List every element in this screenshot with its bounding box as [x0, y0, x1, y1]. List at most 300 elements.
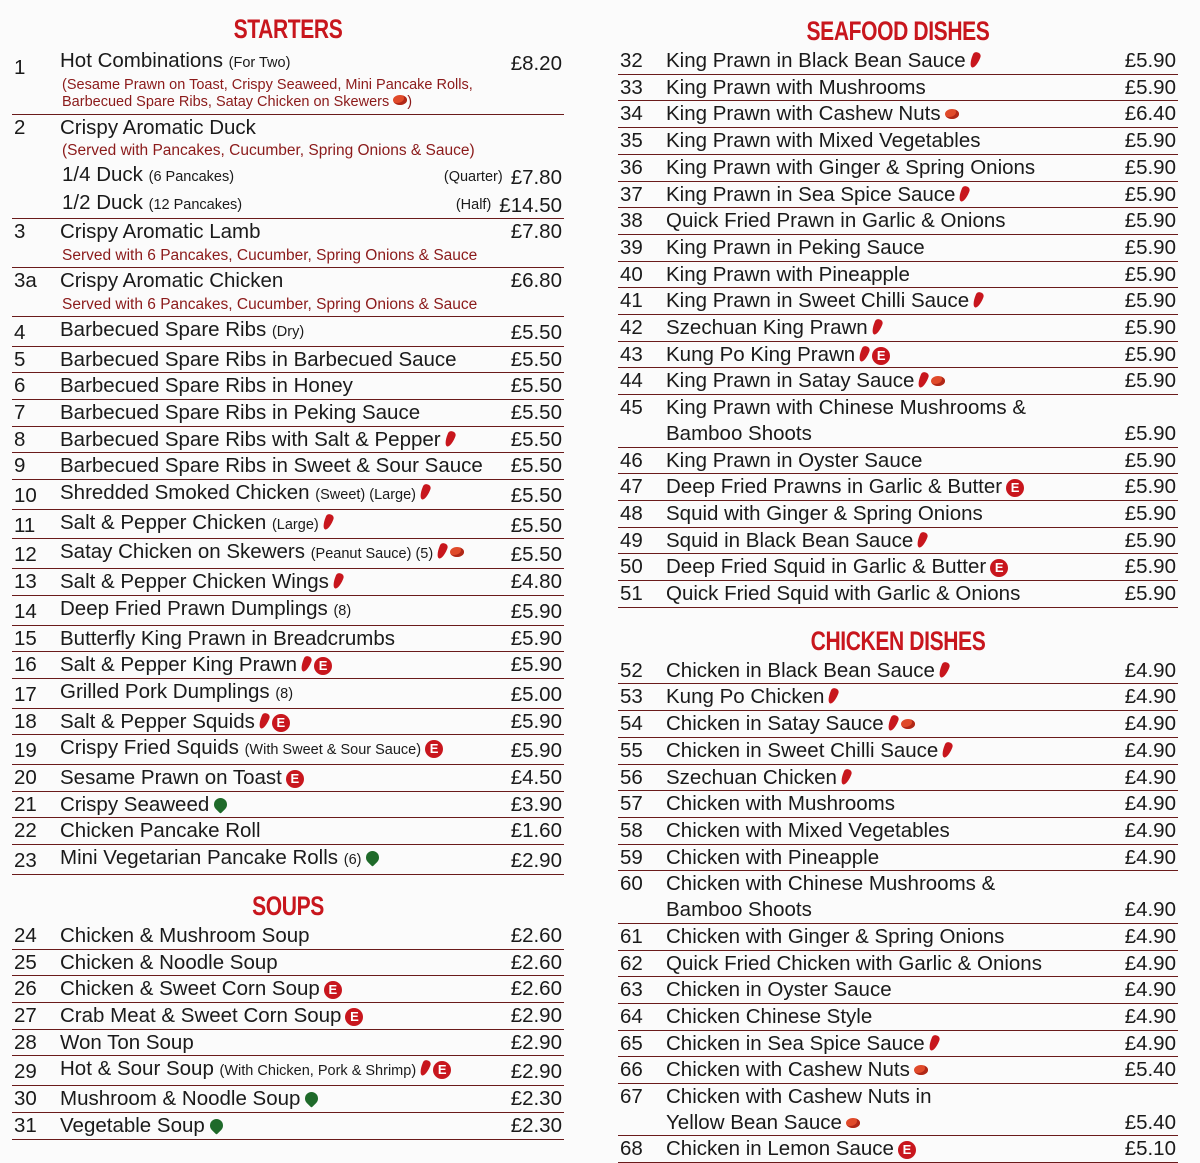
item-price: £5.90: [1124, 501, 1176, 525]
chili-icon: [331, 572, 344, 590]
menu-item-6[interactable]: [12, 373, 564, 400]
menu-item-31[interactable]: [12, 1113, 564, 1140]
chili-icon: [299, 655, 312, 673]
egg-icon: E: [345, 1008, 363, 1026]
menu-item-57[interactable]: [618, 791, 1178, 818]
menu-item-54[interactable]: [618, 711, 1178, 738]
item-number: 52: [620, 658, 643, 682]
item-number: 26: [14, 977, 37, 1001]
item-number: 25: [14, 950, 37, 974]
menu-item-49[interactable]: [618, 528, 1178, 555]
item-name: King Prawn with Ginger & Spring Onions: [666, 155, 1036, 179]
item-name: Crispy Aromatic Chicken: [60, 269, 284, 293]
item-name: Crispy Seaweed: [60, 792, 210, 816]
item-price: £4.90: [1124, 765, 1176, 789]
nut-icon: [901, 719, 915, 729]
item-number: 11: [14, 513, 36, 537]
item-qualifier: (For Two): [228, 55, 291, 71]
item-price: £2.30: [510, 1113, 562, 1137]
item-price: £2.90: [510, 1060, 562, 1084]
item-number: 43: [620, 342, 643, 366]
menu-item-60[interactable]: [618, 871, 1178, 923]
menu-item-22[interactable]: [12, 818, 564, 845]
item-price: £5.50: [510, 374, 562, 398]
item-name: Barbecued Spare Ribs in Peking Sauce: [60, 400, 421, 424]
item-price: £5.90: [510, 739, 562, 763]
menu-item-32[interactable]: [618, 48, 1178, 75]
item-number: 23: [14, 849, 37, 873]
menu-item-42[interactable]: [618, 315, 1178, 342]
item-number: 27: [14, 1003, 37, 1027]
item-name: Barbecued Spare Ribs in Barbecued Sauce: [60, 347, 457, 371]
menu-item-2[interactable]: [12, 115, 564, 220]
item-number: 48: [620, 501, 643, 525]
item-number: 22: [14, 819, 37, 843]
menu-item-43[interactable]: [618, 342, 1178, 369]
item-price: £5.90: [1124, 448, 1176, 472]
item-number: 7: [14, 400, 26, 424]
item-qualifier: (With Sweet & Sour Sauce): [244, 742, 422, 759]
item-number: 2: [14, 115, 26, 139]
item-price: £6.40: [1124, 102, 1176, 126]
vegetarian-icon: [207, 1116, 225, 1134]
item-price: £5.90: [1124, 129, 1176, 153]
menu-item-59[interactable]: [618, 845, 1178, 872]
menu-item-47[interactable]: [618, 474, 1178, 501]
item-price: £14.50: [499, 194, 562, 218]
item-qualifier: (8): [333, 602, 352, 619]
egg-icon: E: [425, 740, 443, 758]
item-name-cont: Bamboo Shoots: [666, 421, 812, 445]
chili-icon: [418, 1059, 431, 1077]
egg-icon: E: [272, 714, 290, 732]
egg-icon: E: [324, 981, 342, 999]
item-price: £5.90: [510, 709, 562, 733]
chili-icon: [443, 430, 456, 448]
menu-item-9[interactable]: [12, 453, 564, 480]
item-number: 38: [620, 209, 643, 233]
section-title-soups: SOUPS: [252, 890, 324, 921]
chili-icon: [418, 483, 431, 501]
menu-item-68[interactable]: [618, 1136, 1178, 1163]
item-number: 49: [620, 528, 643, 552]
item-price: £7.80: [510, 166, 562, 190]
item-number: 5: [14, 347, 26, 371]
menu-item-40[interactable]: [618, 262, 1178, 289]
right-column: [618, 0, 1178, 1163]
item-price: £5.90: [1124, 289, 1176, 313]
menu-item-37[interactable]: [618, 182, 1178, 209]
item-number: 42: [620, 316, 643, 340]
menu-item-18[interactable]: [12, 709, 564, 736]
item-qualifier: (With Chicken, Pork & Shrimp): [219, 1063, 417, 1080]
item-price: £4.90: [1124, 658, 1176, 682]
menu-item-17[interactable]: [12, 679, 564, 709]
menu-item-66[interactable]: [618, 1057, 1178, 1084]
item-number: 65: [620, 1031, 643, 1055]
item-name: King Prawn with Cashew Nuts: [666, 102, 941, 126]
menu-item-3a[interactable]: [12, 268, 564, 317]
item-name-cont: Yellow Bean Sauce: [666, 1110, 842, 1134]
menu-item-46[interactable]: [618, 448, 1178, 475]
menu-item-53[interactable]: [618, 684, 1178, 711]
menu-item-8[interactable]: [12, 427, 564, 454]
item-name: Chicken with Ginger & Spring Onions: [666, 924, 1005, 948]
item-number: 18: [14, 709, 37, 733]
item-name: Chicken in Black Bean Sauce: [666, 658, 935, 682]
item-name: Satay Chicken on Skewers: [60, 540, 305, 564]
item-name: Chicken Chinese Style: [666, 1004, 873, 1028]
vegetarian-icon: [212, 795, 230, 813]
menu-item-21[interactable]: [12, 792, 564, 819]
chili-icon: [937, 661, 950, 679]
item-description: Served with 6 Pancakes, Cucumber, Spring Onions & Sauce: [62, 295, 478, 313]
menu-item-4[interactable]: [12, 317, 564, 347]
item-name: Quick Fried Prawn in Garlic & Onions: [666, 209, 1006, 233]
chili-icon: [971, 291, 984, 309]
item-price: £4.90: [1124, 924, 1176, 948]
item-name: Barbecued Spare Ribs in Sweet & Sour Sauce: [60, 454, 483, 478]
item-name: Chicken with Chinese Mushrooms &: [666, 872, 996, 896]
item-name: Chicken in Satay Sauce: [666, 712, 884, 736]
item-number: 30: [14, 1087, 37, 1111]
item-name: King Prawn in Oyster Sauce: [666, 448, 923, 472]
item-name: Hot Combinations: [60, 49, 223, 72]
menu-item-35[interactable]: [618, 128, 1178, 155]
menu-item-11[interactable]: [12, 510, 564, 540]
portion-half: 1/2 Duck (12 Pancakes) (Half) £14.50: [62, 191, 562, 218]
item-name: Hot & Sour Soup: [60, 1057, 214, 1081]
item-price: £5.90: [1124, 235, 1176, 259]
item-qualifier: (Dry): [271, 323, 305, 340]
item-number: 66: [620, 1058, 643, 1082]
menu-item-61[interactable]: [618, 924, 1178, 951]
menu-item-13[interactable]: [12, 569, 564, 596]
item-name: Barbecued Spare Ribs with Salt & Pepper: [60, 427, 441, 451]
item-price: £5.90: [1124, 421, 1176, 445]
menu-item-15[interactable]: [12, 626, 564, 653]
egg-icon: E: [990, 559, 1008, 577]
item-name: King Prawn in Black Bean Sauce: [666, 49, 966, 72]
item-name: Chicken in Sea Spice Sauce: [666, 1031, 925, 1055]
item-number: 57: [620, 792, 643, 816]
item-price: £5.90: [1124, 342, 1176, 366]
chicken-list: [618, 658, 1178, 872]
item-name: Chicken in Lemon Sauce: [666, 1137, 894, 1161]
item-number: 32: [620, 49, 643, 72]
item-number: 21: [14, 792, 37, 816]
menu-item-24[interactable]: [12, 923, 564, 950]
item-price: £4.90: [1124, 1031, 1176, 1055]
menu-item-27[interactable]: [12, 1003, 564, 1030]
item-number: 54: [620, 712, 643, 736]
item-price: £5.90: [510, 626, 562, 650]
menu-item-51[interactable]: [618, 581, 1178, 608]
portion-quarter: 1/4 Duck (6 Pancakes) (Quarter) £7.80: [62, 163, 562, 190]
soups-list: [12, 923, 564, 1140]
item-name: Chicken & Mushroom Soup: [60, 923, 310, 947]
item-number: 47: [620, 475, 643, 499]
item-name: Kung Po King Prawn: [666, 342, 856, 366]
item-price: £4.90: [1124, 818, 1176, 842]
item-price: £2.90: [510, 849, 562, 873]
item-name: King Prawn with Pineapple: [666, 262, 910, 286]
menu-item-5[interactable]: [12, 347, 564, 374]
nut-icon: [450, 547, 464, 557]
item-description: Served with 6 Pancakes, Cucumber, Spring Onions & Sauce: [62, 247, 478, 265]
item-price: £4.50: [510, 766, 562, 790]
item-name: Salt & Pepper Chicken: [60, 510, 267, 534]
item-price: £5.90: [1124, 475, 1176, 499]
item-number: 24: [14, 923, 37, 947]
menu-item-45[interactable]: [618, 395, 1178, 447]
menu-item-23[interactable]: [12, 845, 564, 875]
item-price: £5.00: [510, 682, 562, 706]
chili-icon: [968, 51, 981, 69]
menu-item-10[interactable]: [12, 480, 564, 510]
chili-icon: [839, 768, 852, 786]
menu-item-1[interactable]: [12, 48, 564, 115]
egg-icon: E: [898, 1141, 916, 1159]
item-price: £4.90: [1124, 738, 1176, 762]
seafood-list: [618, 48, 1178, 395]
item-price: £4.90: [1124, 951, 1176, 975]
item-name: King Prawn in Sweet Chilli Sauce: [666, 289, 970, 313]
item-name: King Prawn in Sea Spice Sauce: [666, 182, 956, 206]
menu-item-64[interactable]: [618, 1004, 1178, 1031]
menu-item-50[interactable]: [618, 554, 1178, 581]
item-price: £4.90: [1124, 792, 1176, 816]
item-number: 39: [620, 235, 643, 259]
item-name: Salt & Pepper Squids: [60, 709, 255, 733]
menu-item-30[interactable]: [12, 1086, 564, 1113]
item-price: £5.90: [1124, 555, 1176, 579]
item-name: Quick Fried Chicken with Garlic & Onions: [666, 951, 1042, 975]
item-price: £5.90: [1124, 582, 1176, 606]
item-price: £6.80: [510, 269, 562, 293]
item-name: Chicken & Sweet Corn Soup: [60, 977, 320, 1001]
item-price: £5.50: [510, 347, 562, 371]
item-number: 62: [620, 951, 643, 975]
item-number: 19: [14, 739, 37, 763]
item-number: 10: [14, 484, 37, 508]
item-name: Chicken in Oyster Sauce: [666, 978, 892, 1002]
menu-item-7[interactable]: [12, 400, 564, 427]
item-price: £5.50: [510, 427, 562, 451]
menu-item-3[interactable]: [12, 219, 564, 268]
item-number: 34: [620, 102, 643, 126]
menu-item-38[interactable]: [618, 208, 1178, 235]
item-price: £2.60: [510, 950, 562, 974]
menu-item-14[interactable]: [12, 596, 564, 626]
menu-item-12[interactable]: [12, 539, 564, 569]
item-number: 56: [620, 765, 643, 789]
menu-item-33[interactable]: [618, 75, 1178, 102]
menu-item-39[interactable]: [618, 235, 1178, 262]
item-price: £1.60: [510, 819, 562, 843]
item-price: £5.90: [510, 599, 562, 623]
item-name: Salt & Pepper King Prawn: [60, 653, 298, 677]
item-price: £2.60: [510, 923, 562, 947]
menu-item-62[interactable]: [618, 951, 1178, 978]
menu-item-67[interactable]: [618, 1084, 1178, 1136]
item-name: Chicken Pancake Roll: [60, 819, 261, 843]
item-number: 68: [620, 1137, 643, 1161]
menu-item-58[interactable]: [618, 818, 1178, 845]
item-number: 64: [620, 1004, 643, 1028]
item-number: 20: [14, 766, 37, 790]
item-name-cont: Bamboo Shoots: [666, 898, 812, 922]
item-name: Szechuan King Prawn: [666, 316, 868, 340]
item-number: 41: [620, 289, 643, 313]
item-price: £4.90: [1124, 712, 1176, 736]
item-price: £4.90: [1124, 685, 1176, 709]
item-name: Crab Meat & Sweet Corn Soup: [60, 1003, 342, 1027]
item-name: King Prawn in Peking Sauce: [666, 235, 925, 259]
menu-item-34[interactable]: [618, 101, 1178, 128]
item-description: (Sesame Prawn on Toast, Crispy Seaweed, Mini Pancake Rolls,: [62, 76, 473, 93]
item-price: £2.90: [510, 1030, 562, 1054]
chili-icon: [886, 714, 899, 732]
chili-icon: [941, 741, 954, 759]
item-number: 4: [14, 320, 26, 344]
item-number: 29: [14, 1060, 37, 1084]
item-number: 3: [14, 220, 26, 244]
item-price: £5.90: [1124, 49, 1176, 72]
item-price: £2.60: [510, 977, 562, 1001]
egg-icon: E: [314, 657, 332, 675]
menu-item-63[interactable]: [618, 977, 1178, 1004]
item-number: 28: [14, 1030, 37, 1054]
item-name: Mushroom & Noodle Soup: [60, 1087, 301, 1111]
nut-icon: [846, 1118, 860, 1128]
item-qualifier: (6): [343, 852, 362, 869]
item-number: 12: [14, 543, 37, 567]
item-qualifier: (Peanut Sauce) (5): [310, 546, 434, 563]
item-name: King Prawn with Mixed Vegetables: [666, 129, 981, 153]
item-name: Vegetable Soup: [60, 1113, 205, 1137]
item-price: £5.90: [1124, 209, 1176, 233]
item-name: Crispy Fried Squids: [60, 736, 239, 760]
item-number: 53: [620, 685, 643, 709]
item-name: Chicken with Mushrooms: [666, 792, 895, 816]
item-number: 45: [620, 396, 643, 420]
menu-item-26[interactable]: [12, 976, 564, 1003]
menu-item-20[interactable]: [12, 765, 564, 792]
item-name: King Prawn in Satay Sauce: [666, 369, 915, 393]
item-price: £5.90: [1124, 182, 1176, 206]
menu-item-36[interactable]: [618, 155, 1178, 182]
item-name: Won Ton Soup: [60, 1030, 194, 1054]
item-price: £8.20: [510, 52, 562, 75]
section-title-starters: STARTERS: [233, 14, 343, 44]
item-name: Grilled Pork Dumplings: [60, 679, 270, 703]
item-name: Salt & Pepper Chicken Wings: [60, 570, 329, 594]
chicken-list-2: [618, 924, 1178, 1084]
item-number: 50: [620, 555, 643, 579]
item-price: £4.90: [1124, 978, 1176, 1002]
item-price: £4.80: [510, 570, 562, 594]
item-name: Chicken with Cashew Nuts: [666, 1058, 910, 1082]
item-name: Barbecued Spare Ribs: [60, 317, 267, 341]
item-name: Barbecued Spare Ribs in Honey: [60, 374, 353, 398]
item-name: Sesame Prawn on Toast: [60, 766, 282, 790]
chili-icon: [870, 318, 883, 336]
item-number: 63: [620, 978, 643, 1002]
menu-item-19[interactable]: [12, 735, 564, 765]
item-number: 17: [14, 682, 37, 706]
item-number: 35: [620, 129, 643, 153]
item-number: 58: [620, 818, 643, 842]
item-price: £5.50: [510, 543, 562, 567]
menu-item-44[interactable]: [618, 368, 1178, 395]
chili-icon: [827, 688, 840, 706]
item-number: 59: [620, 845, 643, 869]
menu-item-55[interactable]: [618, 738, 1178, 765]
item-name: Quick Fried Squid with Garlic & Onions: [666, 582, 1021, 606]
chili-icon: [321, 513, 334, 531]
item-number: 61: [620, 924, 643, 948]
item-price: £5.90: [1124, 528, 1176, 552]
item-price: £5.10: [1124, 1137, 1176, 1161]
item-number: 8: [14, 427, 26, 451]
item-name: Shredded Smoked Chicken: [60, 481, 310, 505]
item-name: Squid with Ginger & Spring Onions: [666, 501, 983, 525]
item-number: 15: [14, 626, 37, 650]
item-price: £4.90: [1124, 1004, 1176, 1028]
menu-item-52[interactable]: [618, 658, 1178, 685]
menu-item-25[interactable]: [12, 950, 564, 977]
chili-icon: [257, 712, 270, 730]
item-name: Deep Fried Prawns in Garlic & Butter: [666, 475, 1003, 499]
left-column: [12, 0, 564, 1140]
chili-icon: [916, 531, 929, 549]
menu-item-48[interactable]: [618, 501, 1178, 528]
menu-item-28[interactable]: [12, 1030, 564, 1057]
menu-item-56[interactable]: [618, 765, 1178, 792]
item-price: £3.90: [510, 792, 562, 816]
menu-item-65[interactable]: [618, 1031, 1178, 1058]
menu-item-41[interactable]: [618, 288, 1178, 315]
item-number: 33: [620, 75, 643, 99]
item-number: 31: [14, 1113, 37, 1137]
item-price: £5.90: [1124, 316, 1176, 340]
menu-item-16[interactable]: [12, 652, 564, 679]
item-number: 16: [14, 653, 37, 677]
item-price: £5.50: [510, 454, 562, 478]
item-qualifier: (8): [275, 685, 294, 702]
item-name: Deep Fried Squid in Garlic & Butter: [666, 555, 987, 579]
item-number: 37: [620, 182, 643, 206]
nut-icon: [945, 109, 959, 119]
section-title-seafood: SEAFOOD DISHES: [806, 16, 990, 46]
item-price: £4.90: [1124, 845, 1176, 869]
item-price: £5.90: [1124, 369, 1176, 393]
item-name: Crispy Aromatic Duck: [60, 115, 256, 139]
item-name: Chicken & Noodle Soup: [60, 950, 278, 974]
chili-icon: [958, 185, 971, 203]
vegetarian-icon: [303, 1089, 321, 1107]
menu-item-29[interactable]: [12, 1056, 564, 1086]
item-number: 14: [14, 599, 37, 623]
item-price: £4.90: [1124, 898, 1176, 922]
item-price: £2.30: [510, 1087, 562, 1111]
item-name: Chicken with Cashew Nuts in: [666, 1085, 932, 1109]
seafood-list-2: [618, 448, 1178, 608]
item-qualifier: (Sweet) (Large): [315, 487, 417, 504]
item-number: 51: [620, 582, 643, 606]
chili-icon: [917, 372, 930, 390]
